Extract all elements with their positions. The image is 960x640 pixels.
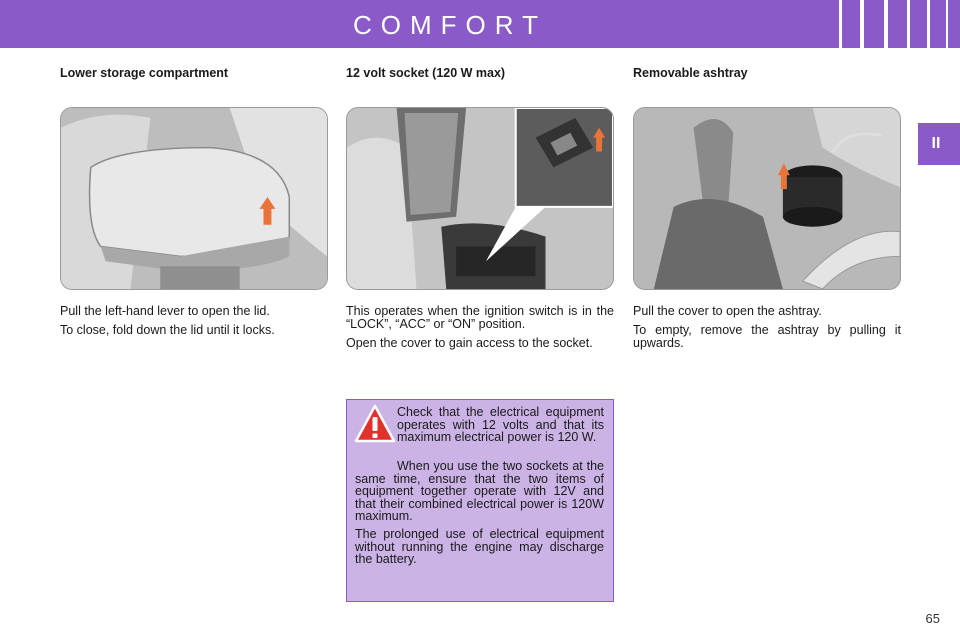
paragraph: Pull the left-hand lever to open the lid.	[60, 304, 270, 318]
page-number: 65	[925, 611, 940, 626]
paragraph: Pull the cover to open the ashtray.	[633, 304, 822, 318]
paragraph: To empty, remove the ashtray by pulling it upwards.	[633, 323, 901, 350]
ashtray-illustration	[633, 107, 901, 290]
page-header	[0, 0, 960, 48]
12v-socket-illustration	[346, 107, 614, 290]
section-body	[633, 305, 901, 356]
section-title: 12 volt socket (120 W max)	[346, 66, 506, 80]
warning-paragraph: Check that the electrical equipment operates with 12 volts and that its maximum electrical power is 120 W.	[397, 405, 604, 444]
paragraph: To close, fold down the lid until it locks.	[60, 323, 275, 337]
chapter-tab[interactable]: II	[918, 123, 960, 165]
paragraph: This operates when the ignition switch is in the “LOCK”, “ACC” or “ON” position.	[346, 304, 614, 331]
warning-triangle-icon	[354, 404, 396, 444]
section-body	[60, 305, 328, 343]
paragraph: Open the cover to gain access to the socket.	[346, 336, 593, 350]
warning-paragraph: When you use the two sockets at the same time, ensure that the two items of equipment together operate with 12V and that their combined electrical power is 120W maximum.	[355, 459, 604, 523]
warning-paragraph: The prolonged use of electrical equipment without running the engine may discharge the battery.	[355, 527, 604, 566]
chapter-title: COMFORT	[353, 10, 547, 40]
section-title: Lower storage compartment	[60, 66, 229, 80]
section-body	[346, 305, 614, 356]
armrest-lever-illustration	[60, 107, 328, 290]
warning-box	[346, 399, 614, 602]
section-title: Removable ashtray	[633, 66, 748, 80]
